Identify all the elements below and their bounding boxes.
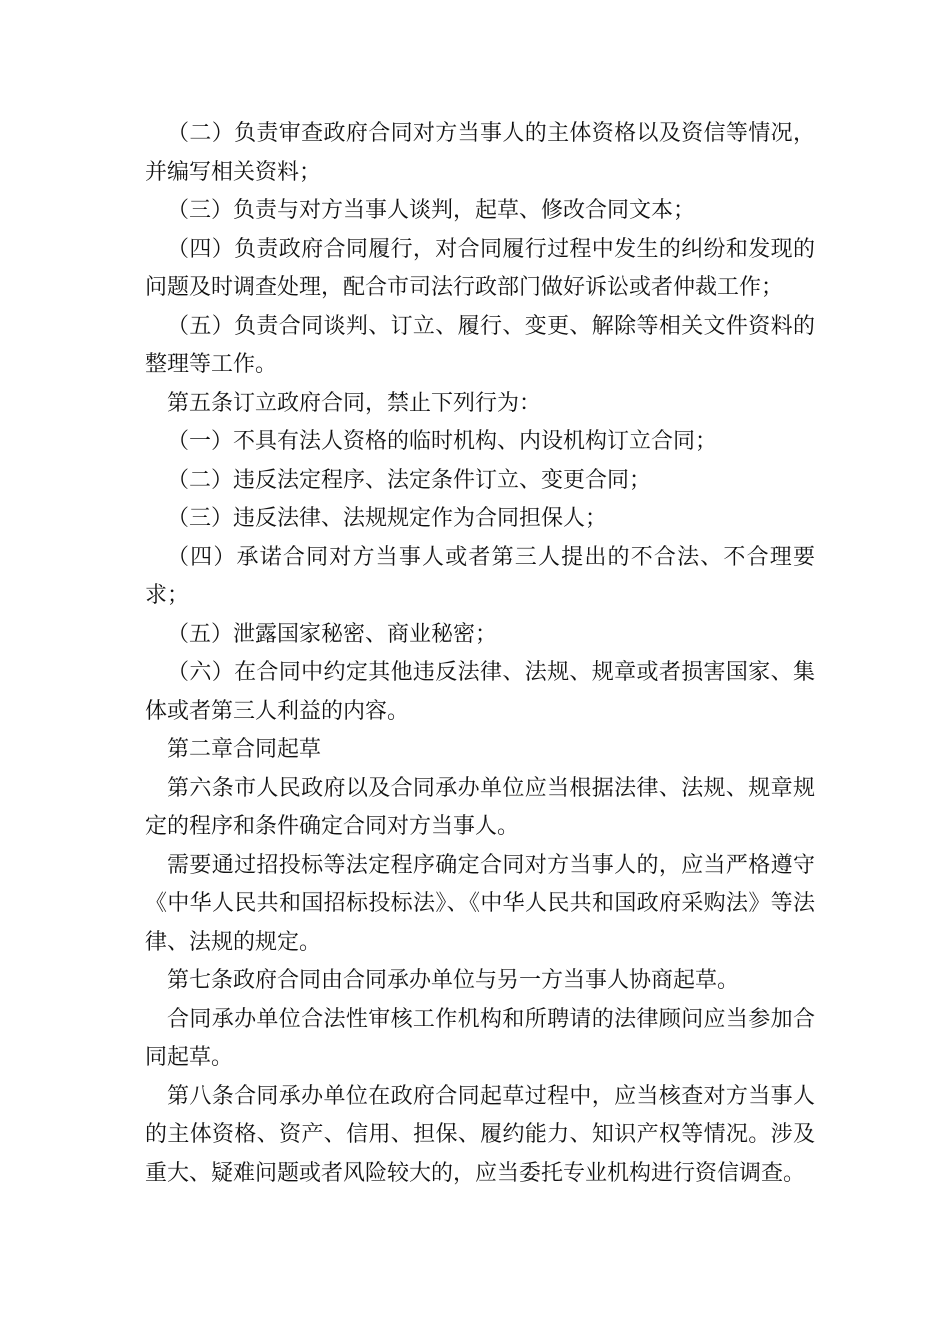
paragraph: 需要通过招投标等法定程序确定合同对方当事人的，应当严格遵守《中华人民共和国招标投标法》、《中华人民共和国政府采购法》等法律、法规的规定。 [145,852,815,955]
paragraph: （五）泄露国家秘密、商业秘密； [167,621,498,647]
article-heading: 第七条政府合同由合同承办单位与另一方当事人协商起草。 [167,968,740,993]
article-heading: 第六条市人民政府以及合同承办单位应当根据法律、法规、规章规定的程序和条件确定合同对方当事人。 [145,775,815,839]
paragraph: （六）在合同中约定其他违反法律、法规、规章或者损害国家、集体或者第三人利益的内容。 [145,660,815,724]
paragraph: （四）负责政府合同履行，对合同履行过程中发生的纠纷和发现的问题及时调查处理，配合市司法行政部门做好诉讼或者仲裁工作； [145,236,815,300]
paragraph: （二）违反法定程序、法定条件订立、变更合同； [167,467,652,493]
paragraph: （五）负责合同谈判、订立、履行、变更、解除等相关文件资料的整理等工作。 [145,313,815,377]
paragraph: 合同承办单位合法性审核工作机构和所聘请的法律顾问应当参加合同起草。 [145,1006,815,1070]
chapter-heading: 第二章合同起草 [167,737,322,762]
document-body [145,115,815,1193]
article-heading: 第八条合同承办单位在政府合同起草过程中，应当核查对方当事人的主体资格、资产、信用、担保、履约能力、知识产权等情况。涉及重大、疑难问题或者风险较大的，应当委托专业机构进行资信调查。 [145,1083,815,1186]
paragraph: （三）违反法律、法规规定作为合同担保人； [167,506,608,531]
paragraph: （二）负责审查政府合同对方当事人的主体资格以及资信等情况，并编写相关资料； [145,121,815,185]
article-heading: 第五条订立政府合同，禁止下列行为： [167,390,542,416]
paragraph: （一）不具有法人资格的临时机构、内设机构订立合同； [167,429,718,454]
paragraph: （三）负责与对方当事人谈判，起草、修改合同文本； [167,198,696,223]
paragraph: （四）承诺合同对方当事人或者第三人提出的不合法、不合理要求； [145,544,815,608]
